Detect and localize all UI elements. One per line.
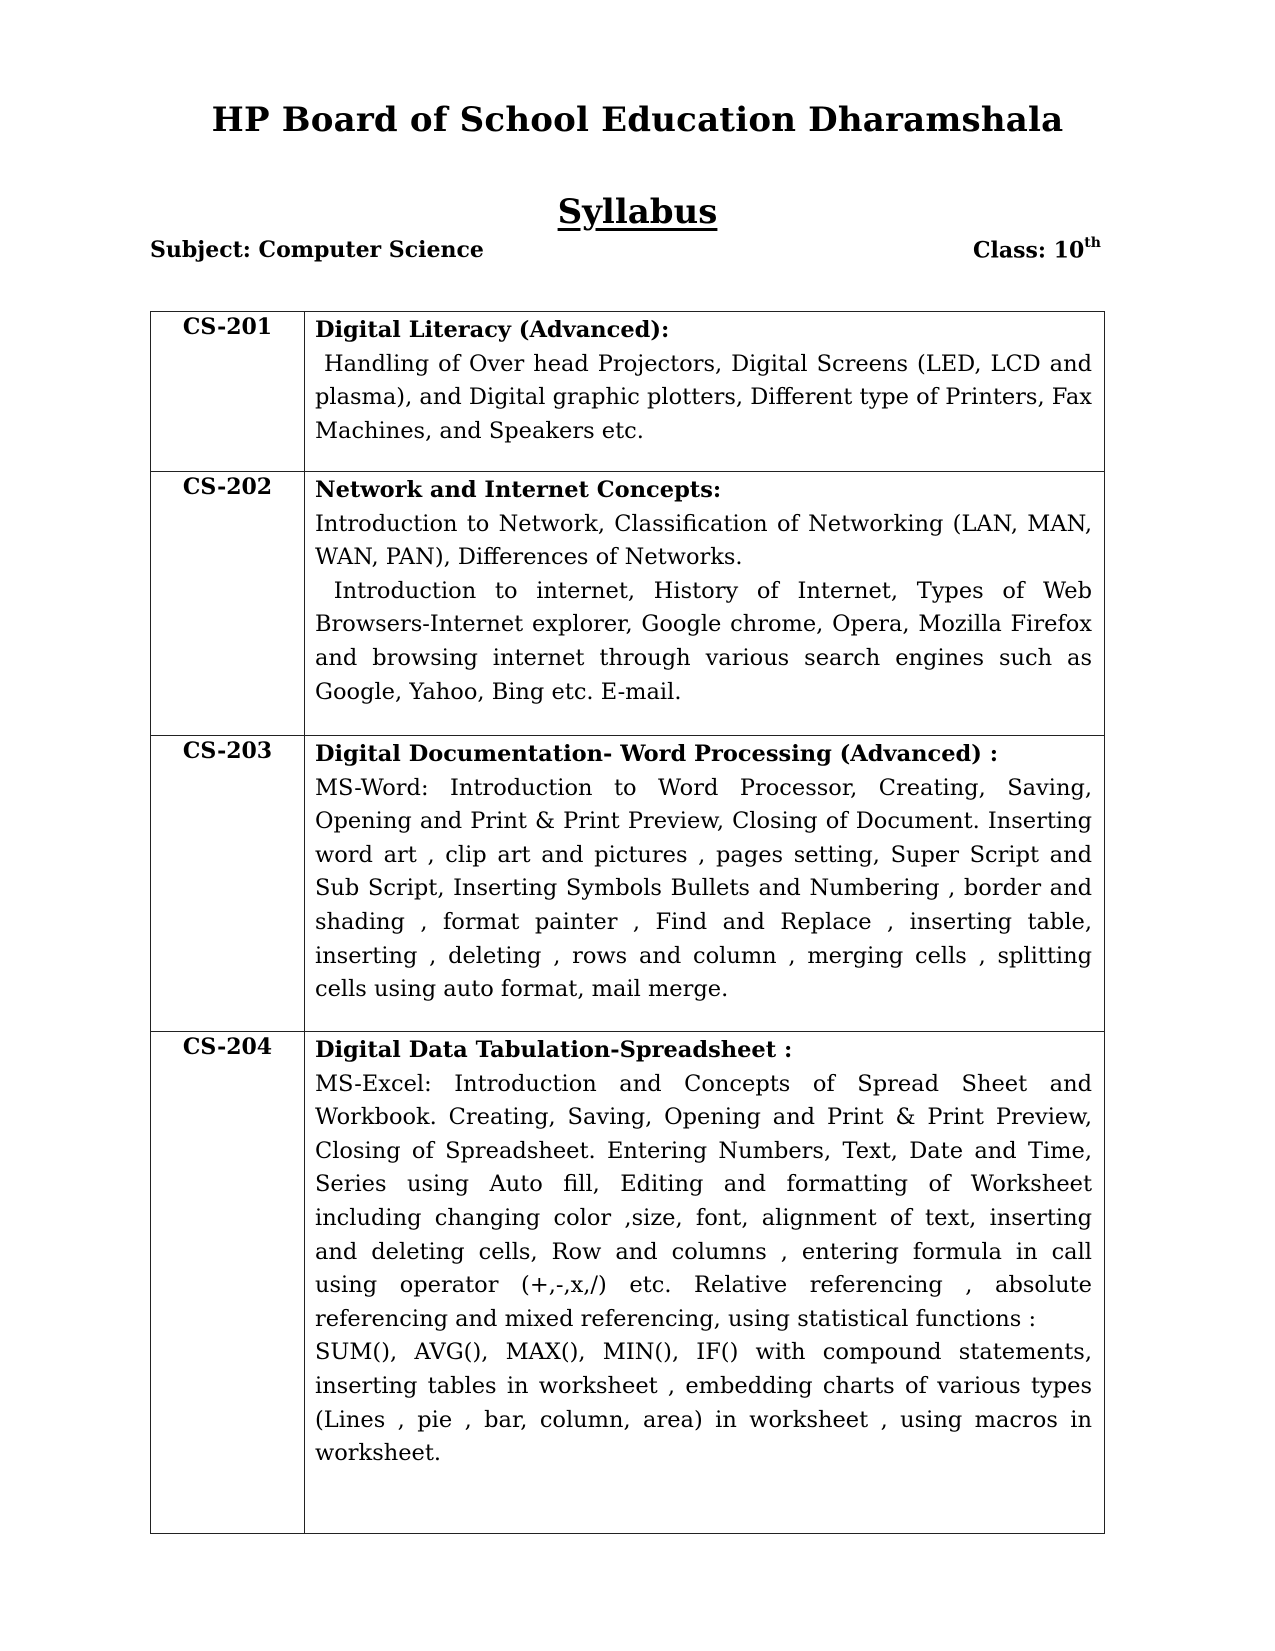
unit-code: CS-204: [151, 1032, 305, 1534]
class-text: Class: 10: [973, 237, 1085, 264]
unit-title: Digital Literacy (Advanced):: [315, 317, 670, 343]
unit-content: [305, 736, 1105, 1032]
unit-code: CS-203: [151, 736, 305, 1032]
unit-description: Introduction to internet, History of Internet, Types of Web Browsers-Internet explorer, Google chrome, Opera, Mozilla Firefox and browsing internet through various search engines such as Google, Yahoo, Bing etc. E-mail.: [315, 577, 1092, 705]
unit-title: Network and Internet Concepts:: [315, 477, 722, 503]
unit-title: Digital Documentation- Word Processing (Advanced) :: [315, 741, 999, 767]
unit-description: MS-Excel: Introduction and Concepts of Spread Sheet and Workbook. Creating, Saving, Opening and Print & Print Preview, Closing of Spreadsheet. Entering Numbers, Text, Date and Time, Series using Auto fill, Editing and formatting of Worksheet including changing color ,size, font, alignment of text, inserting and deleting cells, Row and columns , entering formula in call using operator (+,-,x,/) etc. Relative referencing , absolute referencing and mixed referencing, using statistical functions :: [315, 1070, 1092, 1332]
unit-content: [305, 1032, 1105, 1534]
unit-code: CS-201: [151, 312, 305, 472]
unit-description: MS-Word: Introduction to Word Processor, Creating, Saving, Opening and Print & Print Preview, Closing of Document. Inserting word art , clip art and pictures , pages setting, Super Script and Sub Script, Inserting Symbols Bullets and Numbering , border and shading , format painter , Find and Replace , inserting table, inserting , deleting , rows and column , merging cells , splitting cells using auto format, mail merge.: [315, 774, 1092, 1003]
unit-description: Introduction to Network, Classification of Networking (LAN, MAN, WAN, PAN), Differences of Networks.: [315, 510, 1092, 571]
unit-title: Digital Data Tabulation-Spreadsheet :: [315, 1037, 793, 1063]
board-title: HP Board of School Education Dharamshala: [211, 100, 1064, 140]
table-row: [151, 736, 1105, 1032]
unit-description: Handling of Over head Projectors, Digital Screens (LED, LCD and plasma), and Digital graphic plotters, Different type of Printers, Fax Machines, and Speakers etc.: [315, 350, 1092, 444]
unit-description: SUM(), AVG(), MAX(), MIN(), IF() with compound statements, inserting tables in worksheet , embedding charts of various types (Lines , pie , bar, column, area) in worksheet , using macros in worksheet.: [315, 1339, 1092, 1467]
class-suffix: th: [1084, 235, 1101, 251]
table-row: [151, 472, 1105, 736]
unit-code: CS-202: [151, 472, 305, 736]
syllabus-table: [150, 311, 1105, 1534]
class-label: [973, 237, 1101, 263]
document-heading: Syllabus: [557, 192, 718, 232]
table-row: [151, 312, 1105, 472]
unit-content: [305, 312, 1105, 472]
subject-label: Subject: Computer Science: [150, 237, 484, 263]
unit-content: [305, 472, 1105, 736]
table-row: [151, 1032, 1105, 1534]
